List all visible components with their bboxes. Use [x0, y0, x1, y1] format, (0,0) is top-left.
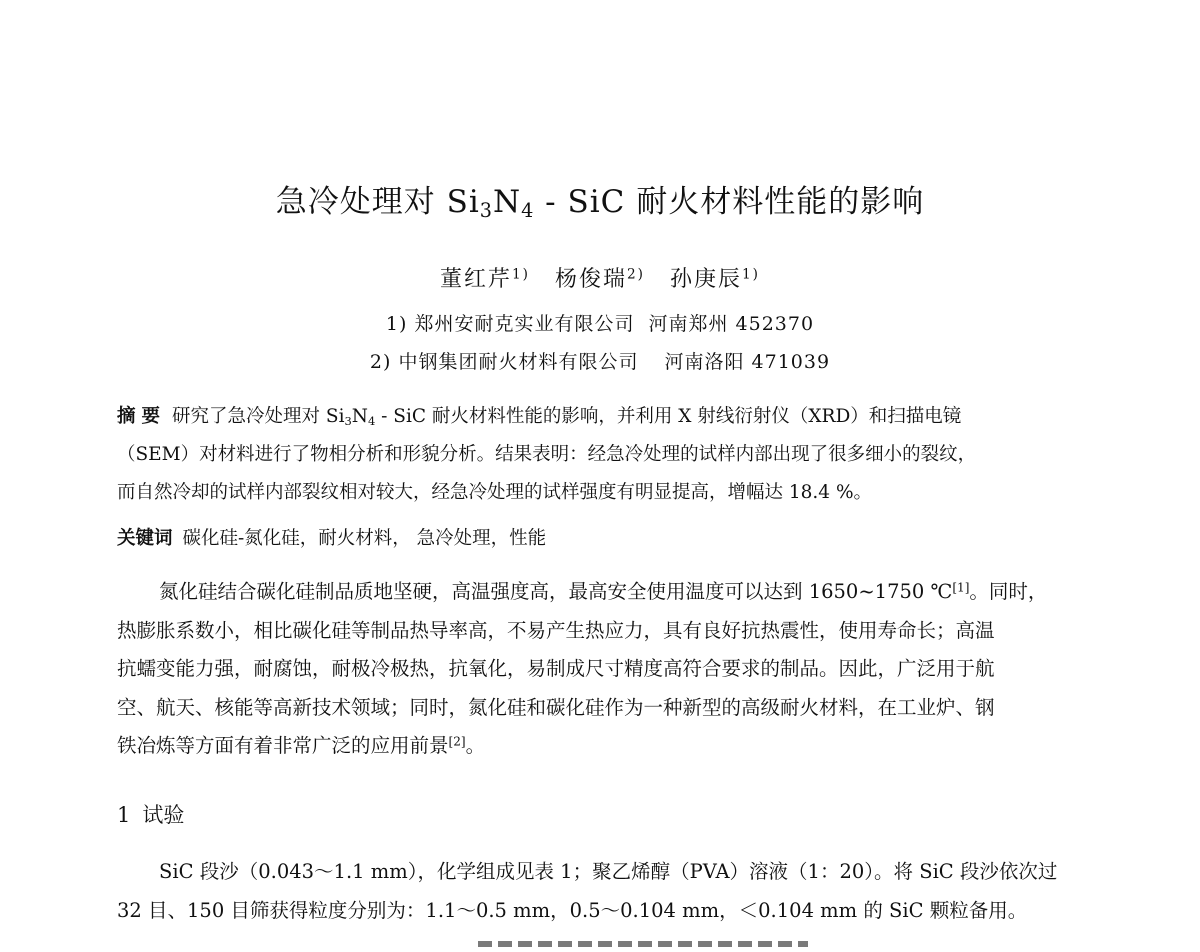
abstract-text: 研究了急冷处理对 Si: [172, 406, 345, 427]
paragraph-line: 空、航天、核能等高新技术领域；同时，氮化硅和碳化硅作为一种新型的高级耐火材料，在工业炉、钢: [117, 695, 995, 719]
title-subscript-4: 4: [521, 198, 535, 222]
title-text-post: - SiC 耐火材料性能的影响: [534, 184, 925, 220]
abstract-line: （SEM）对材料进行了物相分析和形貌分析。结果表明：经急冷处理的试样内部出现了很多细小的裂纹，: [117, 444, 977, 465]
section-heading: [117, 799, 184, 829]
author-name: 董红芹: [440, 267, 513, 292]
paragraph-line: SiC 段沙（0.043～1.1 mm），化学组成见表 1；聚乙烯醇（PVA）溶液（1：20）。将 SiC 段沙依次过: [159, 860, 1058, 883]
abstract-line: [117, 398, 1085, 436]
title-subscript-3: 3: [479, 198, 493, 222]
abstract-label: 摘要: [117, 406, 167, 427]
table-caption-cutoff: [478, 941, 838, 952]
cutoff-text-fragment: [478, 941, 808, 947]
paragraph-line: 32 目、150 目筛获得粒度分别为：1.1～0.5 mm，0.5～0.104 mm，＜0.104 mm 的 SiC 颗粒备用。: [117, 899, 1028, 922]
title-text-pre: 急冷处理对 Si: [275, 184, 480, 220]
affiliation-postcode: 452370: [735, 313, 815, 335]
paragraph-line: 热膨胀系数小，相比碳化硅等制品热导率高，不易产生热应力，具有良好抗热震性，使用寿命长；高温: [117, 618, 995, 642]
paragraph-text: 铁冶炼等方面有着非常广泛的应用前景: [117, 734, 449, 757]
author-affiliation-mark: 2): [627, 266, 645, 283]
abstract-text: - SiC 耐火材料性能的影响，并利用 X 射线衍射仪（XRD）和扫描电镜: [375, 406, 962, 427]
abstract-subscript: 4: [367, 413, 376, 428]
affiliation-number: 1): [385, 313, 408, 335]
keywords-text: 碳化硅-氮化硅，耐火材料， 急冷处理，性能: [182, 528, 547, 549]
affiliation-place: 河南郑州: [648, 313, 729, 335]
affiliation: [0, 347, 1200, 374]
affiliation: [0, 309, 1200, 336]
keywords: [117, 524, 1085, 550]
section-title: 试验: [142, 803, 185, 827]
affiliation-org: 中钢集团耐火材料有限公司: [398, 351, 639, 373]
paragraph-text: 氮化硅结合碳化硅制品质地坚硬，高温强度高，最高安全使用温度可以达到 1650~1750 ℃: [159, 580, 953, 603]
affiliation-postcode: 471039: [751, 351, 831, 373]
method-paragraph: [117, 852, 1085, 930]
affiliation-org: 郑州安耐克实业有限公司: [414, 313, 635, 335]
author-line: [0, 262, 1200, 293]
affiliation-place: 河南洛阳: [664, 351, 745, 373]
paper-title: [0, 176, 1200, 221]
author-affiliation-mark: 1): [742, 266, 760, 283]
citation-ref[interactable]: [1]: [952, 580, 970, 595]
paragraph-line: 抗蠕变能力强，耐腐蚀，耐极冷极热，抗氧化，易制成尺寸精度高符合要求的制品。因此，广泛用于航: [117, 657, 995, 680]
abstract-subscript: 3: [344, 413, 352, 428]
affiliation-number: 2): [369, 351, 392, 373]
author: [670, 267, 760, 292]
keywords-label: 关键词: [117, 528, 173, 549]
author-name: 杨俊瑞: [555, 267, 628, 292]
paragraph-line: [117, 573, 1085, 612]
abstract-text: N: [351, 406, 368, 427]
paragraph-text: 。: [465, 734, 486, 757]
paragraph-line: [117, 727, 1085, 766]
citation-ref[interactable]: [2]: [448, 734, 466, 749]
intro-paragraph: [117, 573, 1085, 766]
author-name: 孙庚辰: [670, 267, 743, 292]
abstract-line: 而自然冷却的试样内部裂纹相对较大，经急冷处理的试样强度有明显提高，增幅达 18.4 %。: [117, 482, 873, 503]
paragraph-text: 。同时，: [969, 580, 1048, 603]
author: [440, 267, 530, 292]
title-text-mid: N: [492, 184, 522, 220]
section-number: 1: [117, 803, 131, 827]
author-affiliation-mark: 1): [512, 266, 530, 283]
abstract: [117, 398, 1085, 512]
author: [555, 267, 645, 292]
